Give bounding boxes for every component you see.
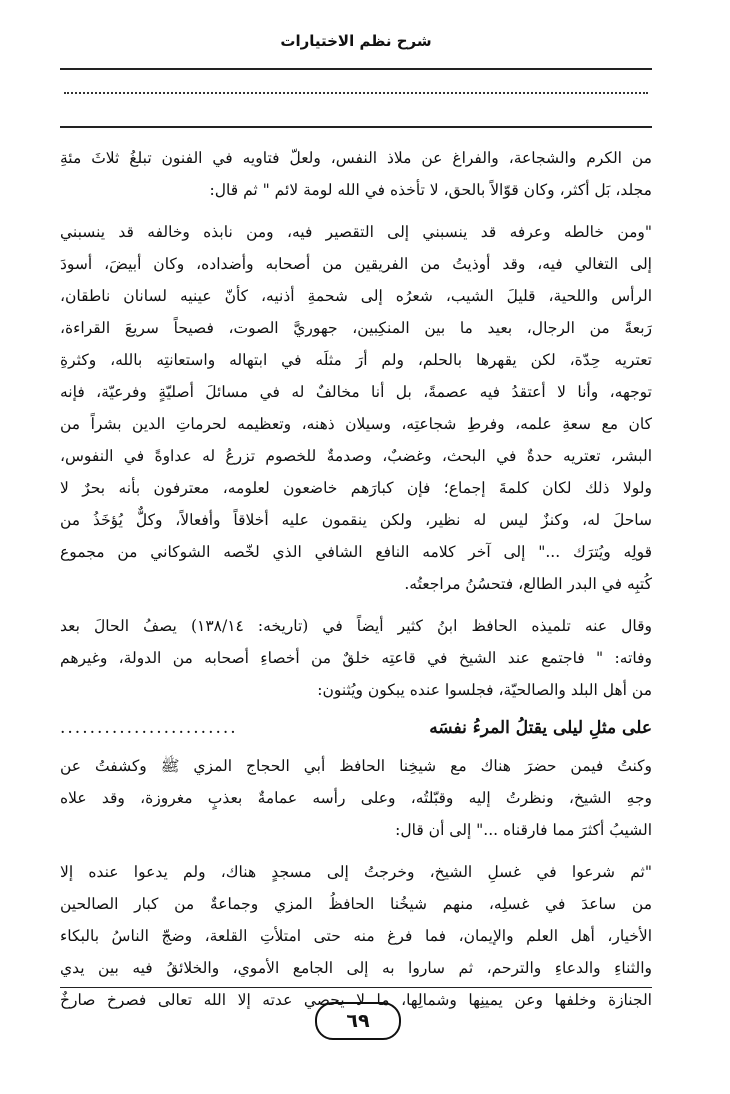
paragraph-4 [60, 750, 652, 846]
running-header: شرح نظم الاختيارات [280, 32, 432, 50]
text-line: ولولا ذلك لكان كلمةَ إجماع؛ فإن كبارَهم خاضعون لعلومه، معترفون بأنه بحرٌ لا [60, 479, 652, 497]
footer-rule [60, 987, 652, 988]
text-line: الجنازة وخلفها وعن يمينِها وشمالِها، ما لا يحصي عدته إلا الله تعالى فصرخ صارخٌ [60, 991, 652, 1009]
paragraph-3 [60, 610, 652, 706]
text-line: من أهل البلد والصالحيّة، فجلسوا عنده يبكون ويُثنون: [317, 681, 652, 699]
text-line: وكنتُ فيمن حضرَ هناك مع شيخِنا الحافظ أبي الحجاج المزي ﷺ وكشفتُ عن [60, 757, 652, 775]
text-line: والثناءِ والدعاءِ والترحم، ثم ساروا به إلى الجامع الأموي، والخلائقُ فيه بين يدي [60, 959, 652, 977]
text-line: "ومن خالطه وعرفه قد ينسبني إلى التقصير فيه، ومن نابذه وخالفه قد ينسبني [60, 223, 652, 241]
text-line: كُتبِه في البدر الطالع، فتحسُنُ مراجعتُه. [404, 575, 652, 593]
header-dotted-line [64, 92, 648, 94]
text-line: كان مع سعةِ علمه، وفرطِ شجاعتِه، وسيلان ذهنه، وتعظيمه لحرماتِ الدين بشراً من [60, 415, 652, 433]
header-rule-top [60, 68, 652, 70]
text-line: الشيبُ أكثرَ مما فارقناه ..." إلى أن قال: [395, 821, 652, 839]
text-line: "ثم شرعوا في غسلِ الشيخ، وخرجتُ إلى مسجدٍ هناك، ولم يدعوا عنده إلا [60, 863, 652, 881]
text-line: وجهِ الشيخ، ونظرتُ إليه وقبّلتُه، وعلى رأسه عمامةٌ بعذبٍ مغروزة، وقد علاه [60, 789, 652, 807]
text-line: البشر، تعتريه حدةٌ في البحث، وغضبٌ، وصدمةٌ للخصوم تزرعُ له عداوةً في النفوس، [60, 447, 652, 465]
poetry-verse [60, 706, 652, 750]
page-number: ٦٩ [315, 1002, 401, 1040]
text-line: وفاته: " فاجتمع عند الشيخ في قاعتِه خلقٌ من أخصاءِ أصحابه من الدولة، وغيرهم [60, 649, 652, 667]
text-line: الرأس واللحية، قليلَ الشيب، شعرُه إلى شحمةِ أذنيه، كأنّ عينيه لسانان ناطقان، [60, 287, 652, 305]
text-line: تعتريه حِدّة، لكن يقهرها بالحلم، ولم أرَ مثلَه في ابتهاله واستعانتِه بالله، وكثرةِ [60, 351, 652, 369]
header-rule-bottom [60, 126, 652, 128]
text-line: من الكرم والشجاعة، والفراغ عن ملاذ النفس، ولعلّ فتاويه في الفنون تبلغُ ثلاثَ مئةِ [60, 149, 652, 167]
text-line: رَبعةً من الرجال، بعيد ما بين المنكِبين، جهوريَّ الصوت، فصيحاً سريعَ القراءة، [60, 319, 652, 337]
text-line: ساحلَ له، وكنزٌ ليس له نظير، ولكن ينقمون عليه أخلاقاً وأفعالاً، وكلٌّ يُؤخَذُ من [60, 511, 652, 529]
text-line: من ساعدَ في غسلِه، منهم شيخُنا الحافظُ المزي وجماعةٌ من كبار الصالحين [60, 895, 652, 913]
text-line: مجلد، بَل أكثر، وكان قوّالاً بالحق، لا تأخذه في الله لومة لائم " ثم قال: [209, 181, 652, 199]
verse-hemistich: على مثلِ ليلى يقتلُ المرءُ نفسَه [429, 718, 652, 738]
text-line: الأخيار، أهل العلم والإيمان، فما فرغ منه حتى امتلأتِ القلعة، وضجّ الناسُ بالبكاء [60, 927, 652, 945]
paragraph-1 [60, 142, 652, 206]
page-body [60, 142, 652, 1016]
paragraph-5-quote [60, 856, 652, 1016]
text-line: وقال عنه تلميذه الحافظ ابنُ كثير أيضاً في (تاريخه: ١٣٨/١٤) يصفُ الحالَ بعد [60, 617, 652, 635]
text-line: توجهه، وأنا لا أعتقدُ فيه عصمةً، بل أنا مخالفٌ له في مسائلَ أصليّةٍ وفرعيّة، فإنه [60, 383, 652, 401]
text-line: قولِه ويُترَك ..." إلى آخر كلامه النافع الشافي الذي لخّصه الشوكاني من مجموع [60, 543, 652, 561]
text-line: إلى التغالي فيه، وقد أوذيتُ من الفريقين من أصحابه وأضداده، وكان أبيضَ، أسودَ [60, 255, 652, 273]
verse-dots: ........................ [60, 718, 238, 738]
paragraph-2-quote [60, 216, 652, 600]
